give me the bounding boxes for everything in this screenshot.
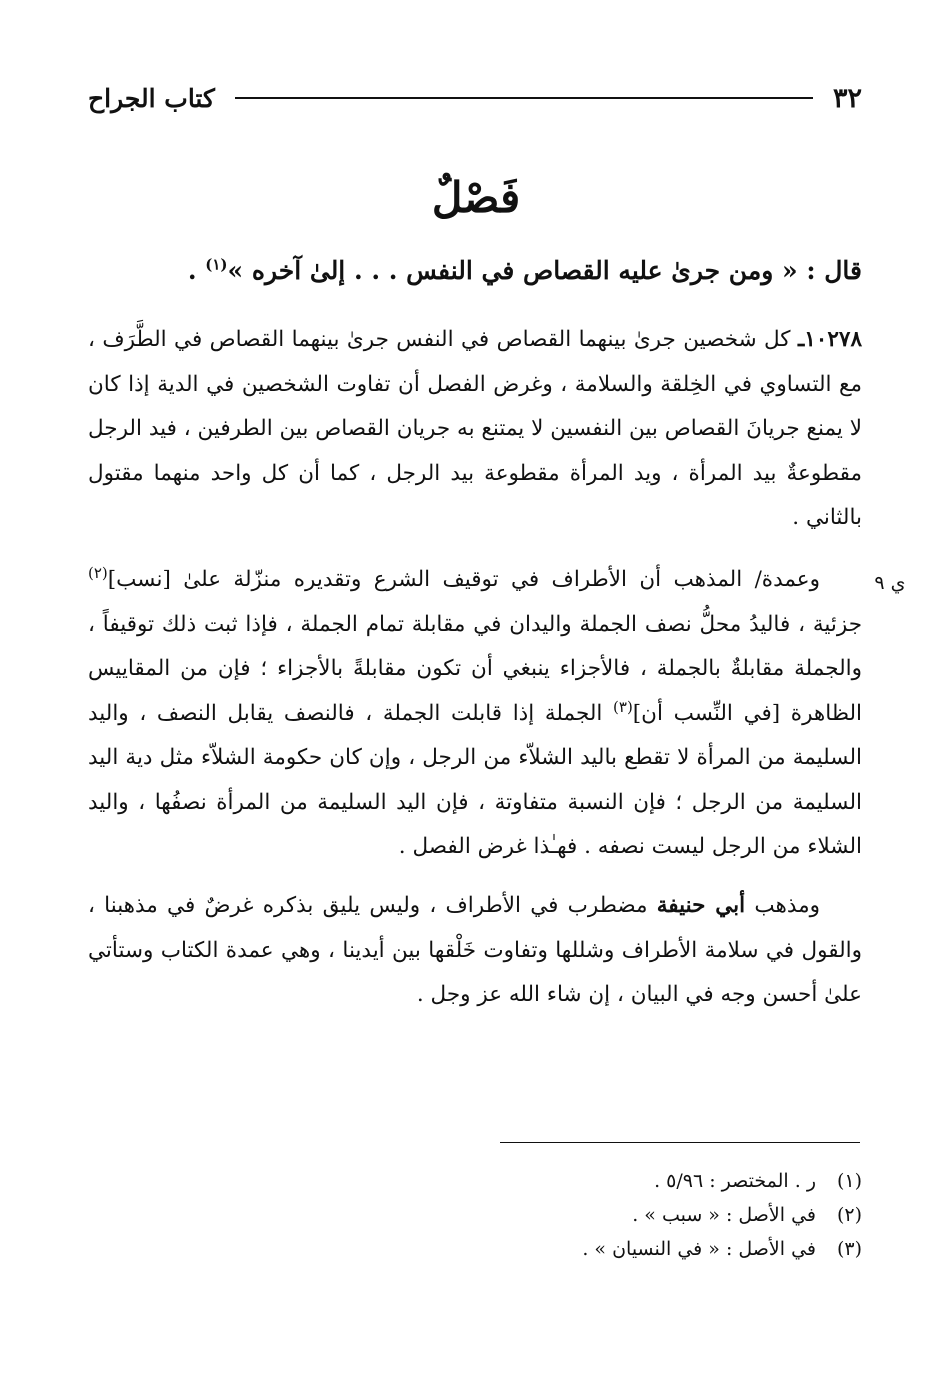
page-number: ٣٢	[832, 82, 862, 114]
paragraph-1-text: كل شخصين جرىٰ بينهما القصاص في النفس جرىٰ بينهما القصاص في الطَّرَف ، مع التساوي في الخِلقة والسلامة ، وغرض الفصل أن تفاوت الشخصين في الدية إذا كان لا يمنع جريانَ القصاص بين النفسين لا يمتنع به جريان القصاص بين الطرفين ، فيد الرجل مقطوعةٌ بيد المرأة ، ويد المرأة مقطوعة بيد الرجل ، كما أن كل واحد منهما مقتول بالثاني .	[88, 327, 862, 530]
manuscript-margin-note: ي ٩	[874, 572, 906, 594]
paragraph-3-name: أبي حنيفة	[656, 893, 746, 918]
paragraph-2	[88, 558, 862, 870]
running-header	[88, 78, 862, 118]
footnote-2	[150, 1198, 862, 1232]
paragraph-3	[88, 884, 862, 1018]
footnote-number: (٣)	[836, 1238, 862, 1260]
footnotes	[150, 1164, 862, 1266]
footnote-1	[150, 1164, 862, 1198]
footnote-ref-2: (٢)	[88, 563, 108, 582]
quote-text: قال : « ومن جرىٰ عليه القصاص في النفس . . . إلىٰ آخره »	[227, 256, 862, 285]
footnote-text: ر . المختصر : ٥/٩٦ .	[654, 1170, 816, 1192]
paragraph-number: ١٠٢٧٨ـ	[797, 327, 862, 352]
footnote-ref-1: (١)	[205, 255, 228, 274]
footnote-number: (٢)	[836, 1204, 862, 1226]
paragraph-3-text-b: مضطرب في الأطراف ، وليس يليق بذكره غرضٌ في مذهبنا ، والقول في سلامة الأطراف وشللها وتفاوت خَلْقها بين أيدينا ، وهي عمدة الكتاب وستأتي علىٰ أحسن وجه في البيان ، إن شاء الله عز وجل .	[88, 893, 862, 1007]
footnote-ref-3: (٣)	[613, 697, 633, 716]
header-rule	[235, 97, 813, 99]
paragraph-1	[88, 318, 862, 541]
footnote-text: في الأصل : « في النسيان » .	[582, 1238, 816, 1260]
footnote-text: في الأصل : « سبب » .	[632, 1204, 816, 1226]
footnote-3	[150, 1232, 862, 1266]
quoted-passage	[150, 248, 862, 294]
paragraph-2-text-a: وعمدة/ المذهب أن الأطراف في توقيف الشرع وتقديره منزّلة علىٰ [نسب]	[107, 567, 820, 592]
book-title: كتاب الجراح	[88, 83, 215, 113]
section-heading: فَصْلٌ	[431, 173, 521, 222]
paragraph-3-text-a: ومذهب	[745, 893, 821, 918]
paragraph-2-text-c: الجملة إذا قابلت الجملة ، فالنصف يقابل النصف ، واليد السليمة من المرأة لا تقطع باليد الشلاّء من الرجل ، وإن كان حكومة الشلاّء مثل دية اليد السليمة من الرجل ؛ فإن النسبة متفاوتة ، فإن اليد السليمة من المرأة نصفُها ، واليد الشلاء من الرجل ليست نصفه . فهـٰذا غرض الفصل .	[88, 700, 862, 859]
quote-end: .	[187, 256, 206, 285]
footnote-separator	[500, 1142, 860, 1143]
paragraph-2-text-b: جزئية ، فاليدُ محلُّ نصف الجملة واليدان في مقابلة تمام الجملة ، فإذا ثبت ذلك توقيفاً ، والجملة مقابلةٌ بالجملة ، فالأجزاء ينبغي أن تكون مقابلةً بالأجزاء ؛ فإن من المقاييس الظاهرة [في النِّسب أن]	[88, 611, 862, 726]
footnote-number: (١)	[836, 1170, 862, 1192]
